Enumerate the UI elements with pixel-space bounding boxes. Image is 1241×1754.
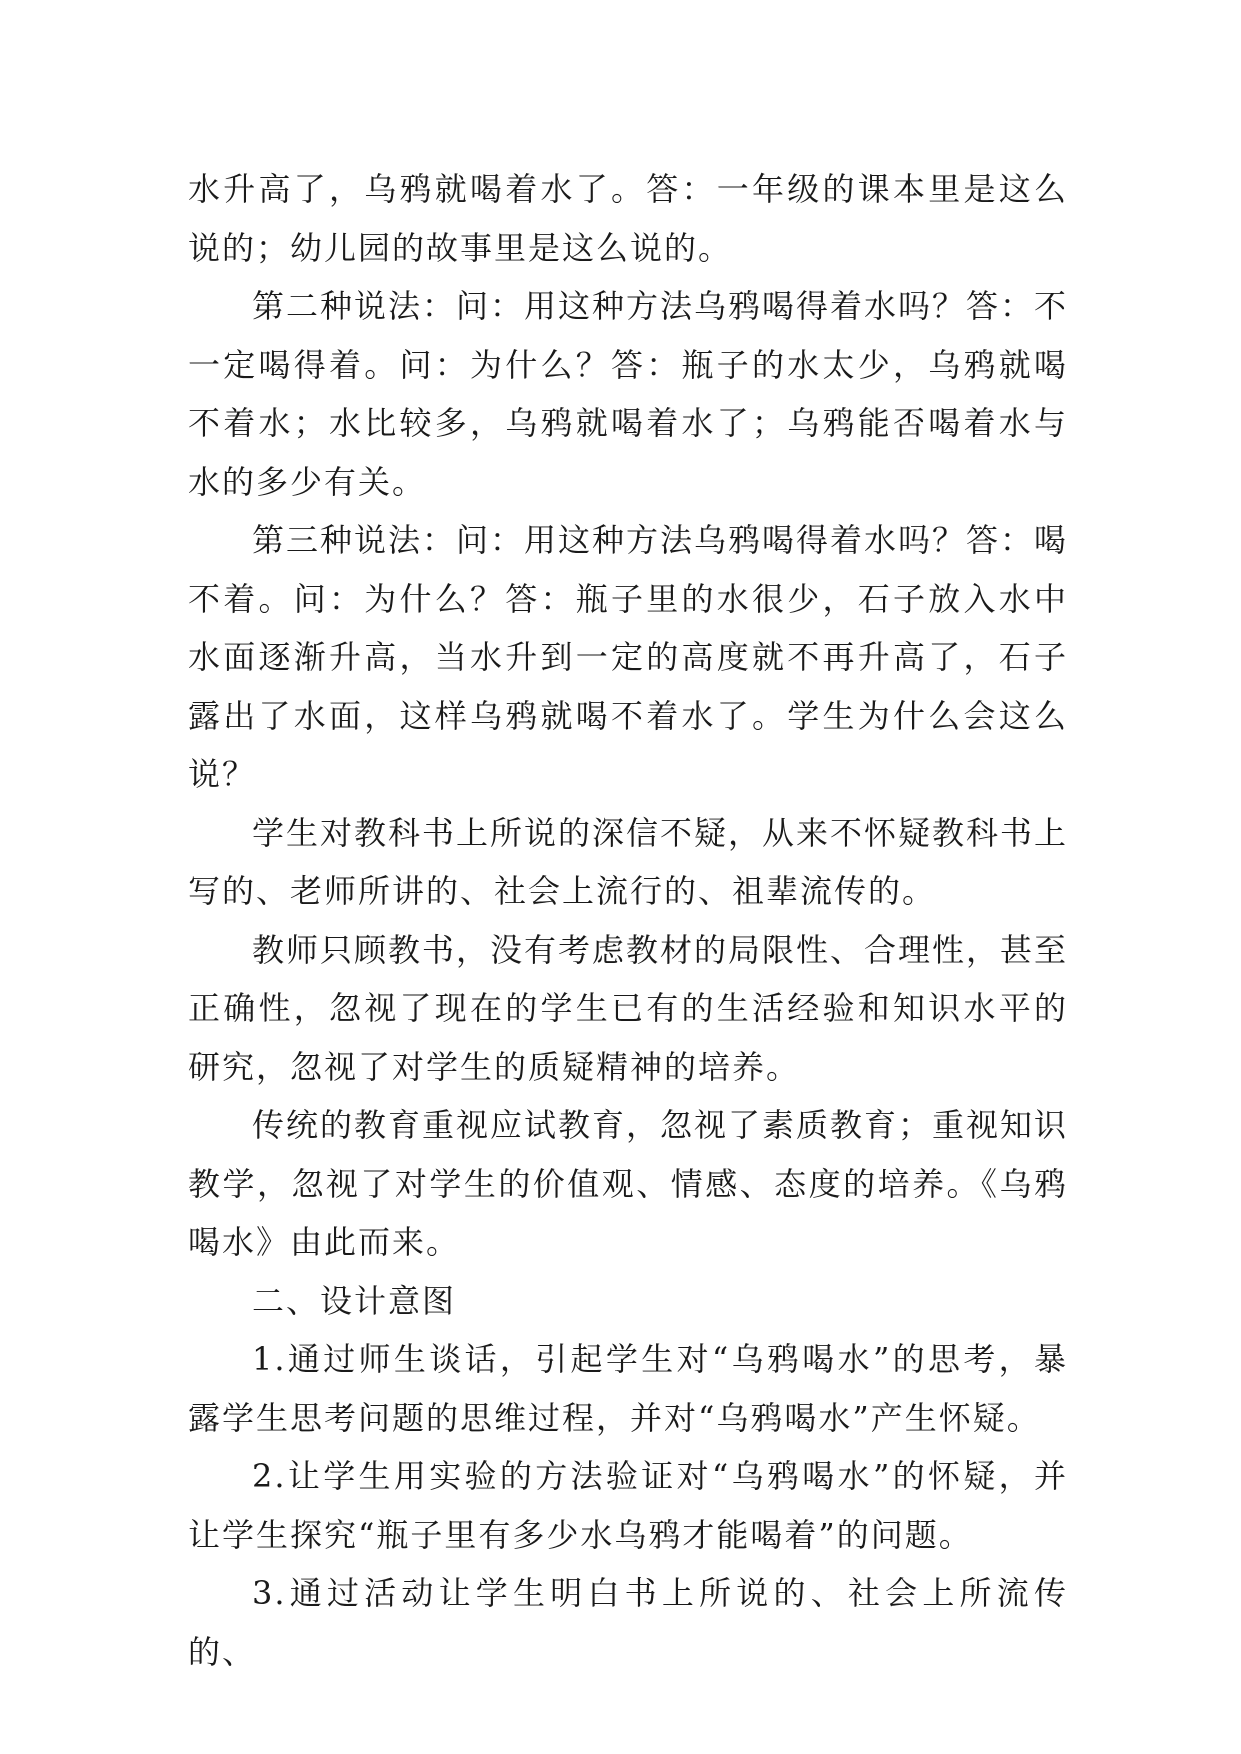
section-heading-design-intent: 二、设计意图 — [252, 1281, 457, 1320]
paragraph-third-view: 第三种说法：问：用这种方法乌鸦喝得着水吗？答：喝不着。问：为什么？答：瓶子里的水很少，石子放入水中水面逐渐升高，当水升到一定的高度就不再升高了，石子露出了水面，这样乌鸦就喝不着水了。学生为什么会这么说？ — [188, 521, 1069, 793]
paragraph-continuation: 水升高了，乌鸦就喝着水了。答：一年级的课本里是这么说的；幼儿园的故事里是这么说的。 — [188, 170, 1068, 267]
list-item-2: 2.让学生用实验的方法验证对“乌鸦喝水”的怀疑，并让学生探究“瓶子里有多少水乌鸦才能喝着”的问题。 — [188, 1457, 1068, 1554]
paragraph-traditional-education: 传统的教育重视应试教育，忽视了素质教育；重视知识教学，忽视了对学生的价值观、情感、态度的培养。《乌鸦喝水》由此而来。 — [188, 1106, 1069, 1261]
list-item-1: 1.通过师生谈话，引起学生对“乌鸦喝水”的思考，暴露学生思考问题的思维过程，并对“乌鸦喝水”产生怀疑。 — [188, 1340, 1068, 1437]
document-body — [188, 160, 1068, 1681]
paragraph-students-trust: 学生对教科书上所说的深信不疑，从来不怀疑教科书上写的、老师所讲的、社会上流行的、祖辈流传的。 — [188, 813, 1069, 910]
list-item-3: 3.通过活动让学生明白书上所说的、社会上所流传的、 — [188, 1574, 1068, 1671]
paragraph-teachers: 教师只顾教书，没有考虑教材的局限性、合理性，甚至正确性，忽视了现在的学生已有的生活经验和知识水平的研究，忽视了对学生的质疑精神的培养。 — [188, 930, 1069, 1086]
paragraph-second-view: 第二种说法：问：用这种方法乌鸦喝得着水吗？答：不一定喝得着。问：为什么？答：瓶子的水太少，乌鸦就喝不着水；水比较多，乌鸦就喝着水了；乌鸦能否喝着水与水的多少有关。 — [188, 287, 1069, 501]
